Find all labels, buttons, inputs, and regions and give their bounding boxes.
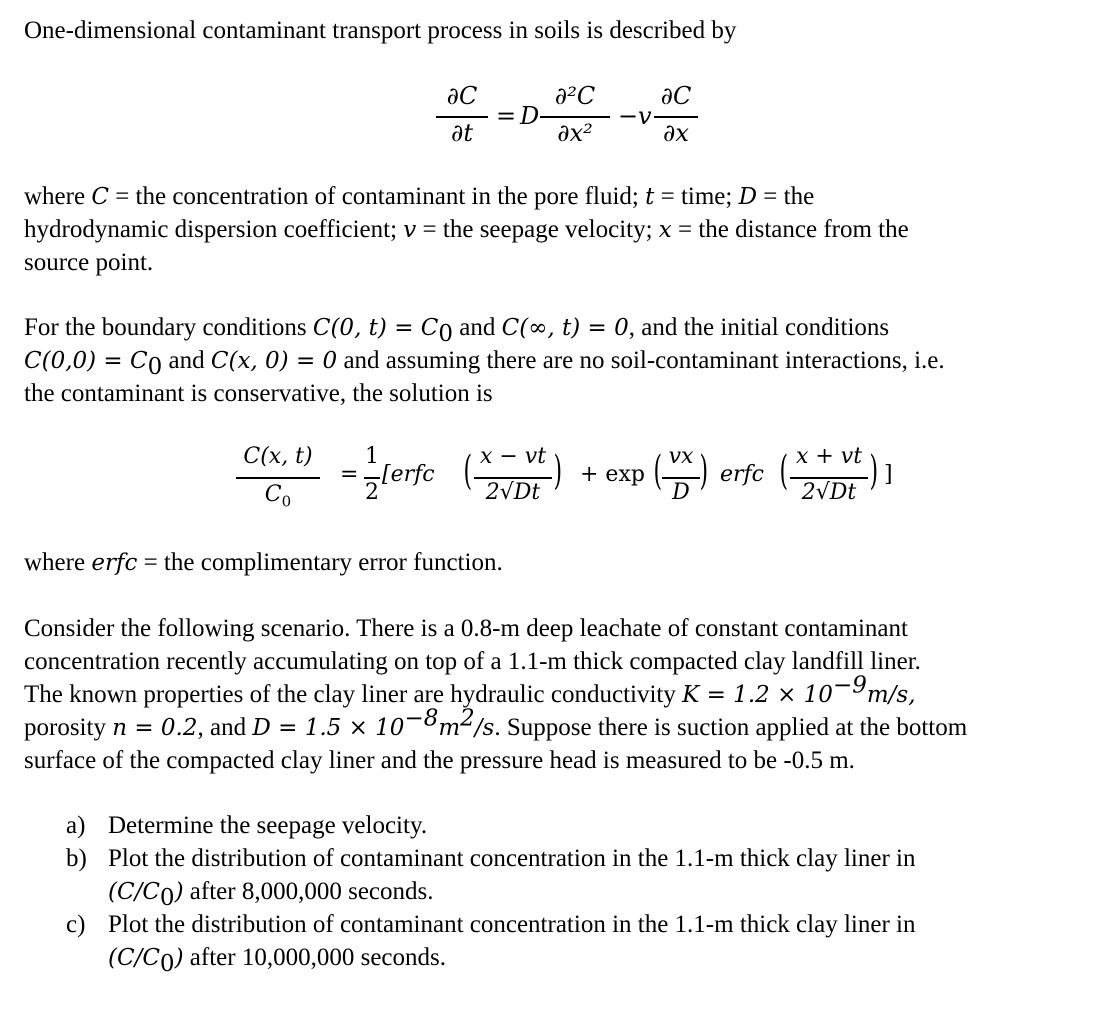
fraction-bar [436, 116, 488, 118]
pde-lhs-denominator: ∂t [450, 119, 474, 147]
question-label: b) [66, 845, 87, 872]
fraction-bar [236, 477, 320, 479]
solution-plus-exp: + exp [580, 462, 645, 487]
solution-exp-fraction [662, 444, 700, 520]
pde-equals: = [496, 102, 517, 130]
solution-arg2-fraction [790, 444, 868, 520]
paren-open: ( [779, 448, 789, 494]
exp-denominator: D [672, 480, 690, 505]
scenario-line-3: The known properties of the clay liner are hydraulic conductivity $K = 1.2 \times 10^{-9}m/s$, [24, 672, 916, 708]
question-label: a) [66, 812, 86, 839]
definitions-line-3: source point. [24, 249, 154, 276]
erfc-definition: where erfc = the complimentary error function. [24, 549, 503, 576]
solution-half-fraction [364, 444, 380, 520]
half-numerator: 1 [365, 444, 379, 469]
solution-lhs-numerator: C(x, t) [243, 444, 313, 469]
definitions-line-1: where C = the concentration of contaminant in the pore fluid; t = time; D = the [24, 183, 815, 210]
paren-close: ) [869, 448, 879, 494]
arg1-denominator: 2√Dt [485, 480, 541, 505]
scenario-line-2: concentration recently accumulating on top of a 1.1-m thick compacted clay landfill liner. [24, 648, 921, 675]
paren-open: ( [653, 448, 663, 494]
solution-lhs-fraction [236, 444, 320, 520]
solution-erfc-2: erfc [720, 462, 764, 487]
boundary-line-3: the contaminant is conservative, the solution is [24, 380, 493, 407]
pde-mid-numerator: ∂²C [554, 82, 596, 110]
paren-close: ) [699, 448, 709, 494]
pde-equation [436, 82, 696, 154]
arg2-denominator: 2√Dt [801, 480, 857, 505]
paren-open: ( [463, 448, 473, 494]
fraction-bar [662, 477, 700, 479]
fraction-bar [364, 477, 380, 479]
question-text: Plot the distribution of contaminant concentration in the 1.1-m thick clay liner in [108, 845, 916, 872]
fraction-bar [790, 477, 868, 479]
pde-mid-fraction [540, 82, 610, 154]
fraction-bar [474, 477, 552, 479]
pde-rhs-numerator: ∂C [660, 82, 692, 110]
pde-v-symbol: v [638, 102, 652, 130]
pde-minus: − [618, 102, 639, 130]
arg2-numerator: x + vt [795, 444, 863, 469]
fraction-bar [654, 116, 698, 118]
paren-close: ) [553, 448, 563, 494]
pde-d-symbol: D [520, 102, 540, 130]
question-text: Plot the distribution of contaminant concentration in the 1.1-m thick clay liner in [108, 911, 916, 938]
solution-arg1-fraction [474, 444, 552, 520]
boundary-line-2: $C(0,0) = C_0$ and C(x, 0) = 0 and assuming there are no soil-contaminant interactions, i.e. [24, 347, 945, 380]
boundary-line-1: For the boundary conditions C(0, $t) = C_0$ and C(∞, t) = 0, and the initial conditions [24, 314, 890, 347]
exp-numerator: vx [668, 444, 694, 469]
solution-equals: = [340, 462, 359, 487]
fraction-bar [540, 116, 610, 118]
arg1-numerator: x − vt [479, 444, 547, 469]
scenario-line-5: surface of the compacted clay liner and the pressure head is measured to be -0.5 m. [24, 747, 855, 774]
question-text: Determine the seepage velocity. [108, 812, 428, 839]
solution-close-bracket: ] [884, 462, 893, 487]
solution-erfc-1: [erfc [382, 462, 435, 487]
pde-mid-denominator: ∂x² [557, 119, 593, 147]
half-denominator: 2 [365, 480, 379, 505]
definitions-line-2: hydrodynamic dispersion coefficient; v = the seepage velocity; x = the distance from the [24, 216, 909, 243]
scenario-line-4: porosity n = 0.2, and $D = 1.5 \times 10^{-8}m^2/s$. Suppose there is suction applied at the bottom [24, 705, 968, 741]
pde-lhs-numerator: ∂C [446, 82, 478, 110]
question-label: c) [66, 911, 86, 938]
intro-text: One-dimensional contaminant transport process in soils is described by [24, 17, 737, 44]
scenario-line-1: Consider the following scenario. There is a 0.8-m deep leachate of constant contaminant [24, 615, 908, 642]
pde-lhs-fraction [436, 82, 488, 154]
solution-lhs-denominator: $C_0$ [264, 482, 292, 511]
pde-rhs-fraction [654, 82, 698, 154]
solution-equation [236, 444, 896, 520]
pde-rhs-denominator: ∂x [663, 119, 689, 147]
